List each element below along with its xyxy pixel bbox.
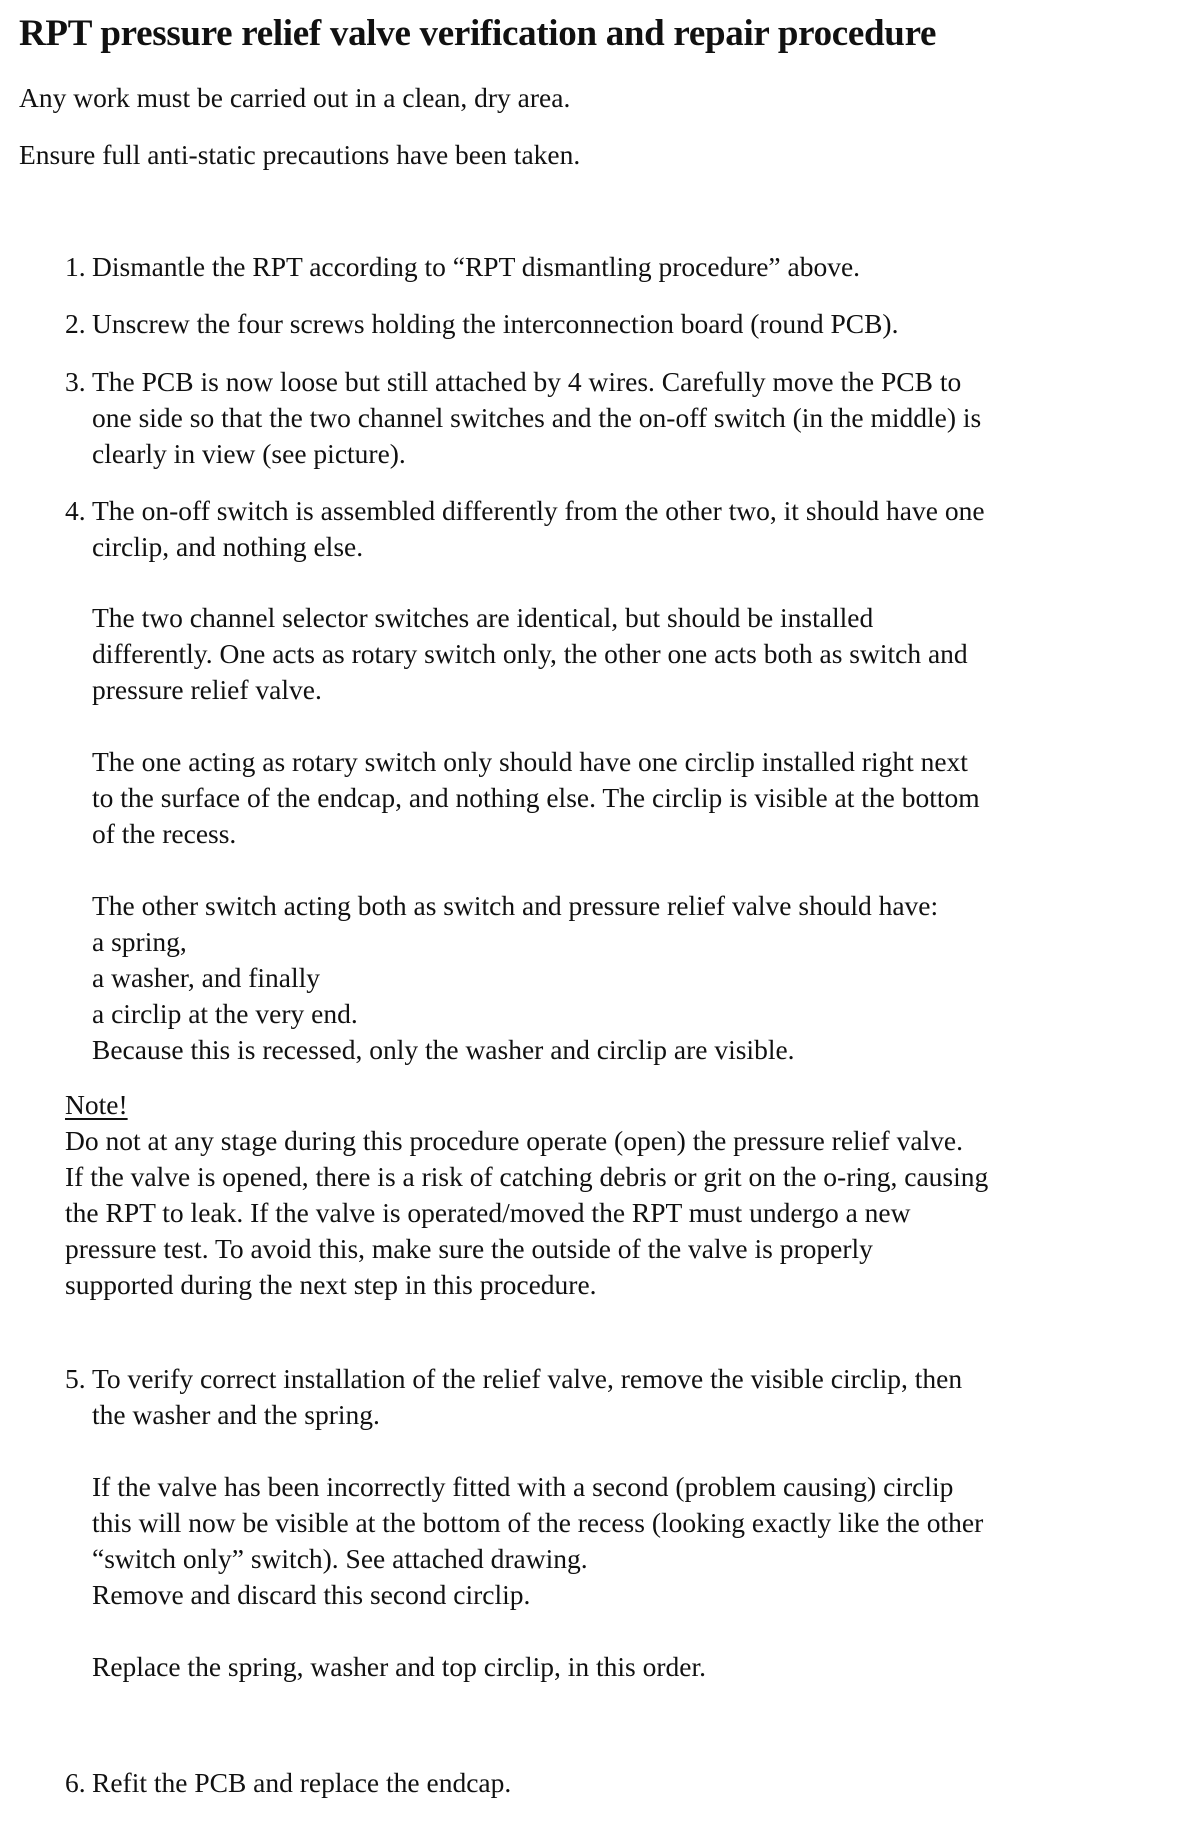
paragraph-line: Replace the spring, washer and top circlip, in this order.: [92, 1651, 706, 1682]
step-text: clearly in view (see picture).: [92, 438, 406, 469]
paragraph-line: a circlip at the very end.: [92, 998, 358, 1029]
paragraph-line: differently. One acts as rotary switch only, the other one acts both as switch and: [92, 638, 968, 669]
paragraph-line: If the valve has been incorrectly fitted with a second (problem causing) circlip: [92, 1471, 954, 1502]
paragraph-line: “switch only” switch). See attached drawing.: [92, 1543, 588, 1574]
step-4-relief-valve-switch: [92, 888, 938, 1068]
paragraph-line: The one acting as rotary switch only should have one circlip installed right next: [92, 746, 968, 777]
step-text: circlip, and nothing else.: [92, 531, 364, 562]
step-number: 4.: [65, 495, 86, 526]
step-2: [65, 306, 898, 342]
paragraph-line: to the surface of the endcap, and nothing else. The circlip is visible at the bottom: [92, 782, 980, 813]
note-line: supported during the next step in this procedure.: [65, 1269, 597, 1300]
step-4-rotary-switch: [92, 744, 980, 852]
step-text: Dismantle the RPT according to “RPT dismantling procedure” above.: [92, 251, 861, 282]
step-5: [65, 1361, 962, 1433]
note-line: the RPT to leak. If the valve is operated/moved the RPT must undergo a new: [65, 1197, 911, 1228]
paragraph-line: The other switch acting both as switch and pressure relief valve should have:: [92, 890, 939, 921]
step-number: 3.: [65, 366, 86, 397]
step-5-second-circlip: [92, 1469, 983, 1613]
step-3: [65, 364, 981, 472]
paragraph-line: a spring,: [92, 926, 187, 957]
intro-clean-area: Any work must be carried out in a clean, dry area.: [19, 82, 571, 113]
paragraph-line: Because this is recessed, only the washer and circlip are visible.: [92, 1034, 795, 1065]
step-number: 6.: [65, 1767, 86, 1798]
note-block: [65, 1087, 988, 1303]
paragraph-line: a washer, and finally: [92, 962, 320, 993]
step-6: [65, 1765, 511, 1801]
step-number: 2.: [65, 308, 86, 339]
note-label: Note!: [65, 1089, 128, 1120]
step-text: To verify correct installation of the relief valve, remove the visible circlip, then: [92, 1363, 963, 1394]
step-number: 5.: [65, 1363, 86, 1394]
intro-anti-static: Ensure full anti-static precautions have been taken.: [19, 139, 581, 170]
step-text: one side so that the two channel switches and the on-off switch (in the middle) is: [92, 402, 982, 433]
step-text: The PCB is now loose but still attached by 4 wires. Carefully move the PCB to: [92, 366, 962, 397]
note-line: If the valve is opened, there is a risk of catching debris or grit on the o-ring, causing: [65, 1161, 989, 1192]
paragraph-line: pressure relief valve.: [92, 674, 322, 705]
paragraph-line: The two channel selector switches are identical, but should be installed: [92, 602, 874, 633]
step-5-replace-order: [92, 1649, 706, 1685]
note-line: pressure test. To avoid this, make sure the outside of the valve is properly: [65, 1233, 873, 1264]
page-title: RPT pressure relief valve verification and repair procedure: [19, 13, 937, 54]
step-text: The on-off switch is assembled differently from the other two, it should have one: [92, 495, 985, 526]
step-number: 1.: [65, 251, 86, 282]
step-1: [65, 249, 860, 285]
step-text: Refit the PCB and replace the endcap.: [92, 1767, 512, 1798]
step-text: Unscrew the four screws holding the interconnection board (round PCB).: [92, 308, 899, 339]
paragraph-line: Remove and discard this second circlip.: [92, 1579, 531, 1610]
note-line: Do not at any stage during this procedure operate (open) the pressure relief valve.: [65, 1125, 963, 1156]
step-4-channel-switches: [92, 600, 968, 708]
paragraph-line: of the recess.: [92, 818, 237, 849]
paragraph-line: this will now be visible at the bottom of the recess (looking exactly like the other: [92, 1507, 984, 1538]
step-text: the washer and the spring.: [92, 1399, 380, 1430]
step-4: [65, 493, 985, 565]
